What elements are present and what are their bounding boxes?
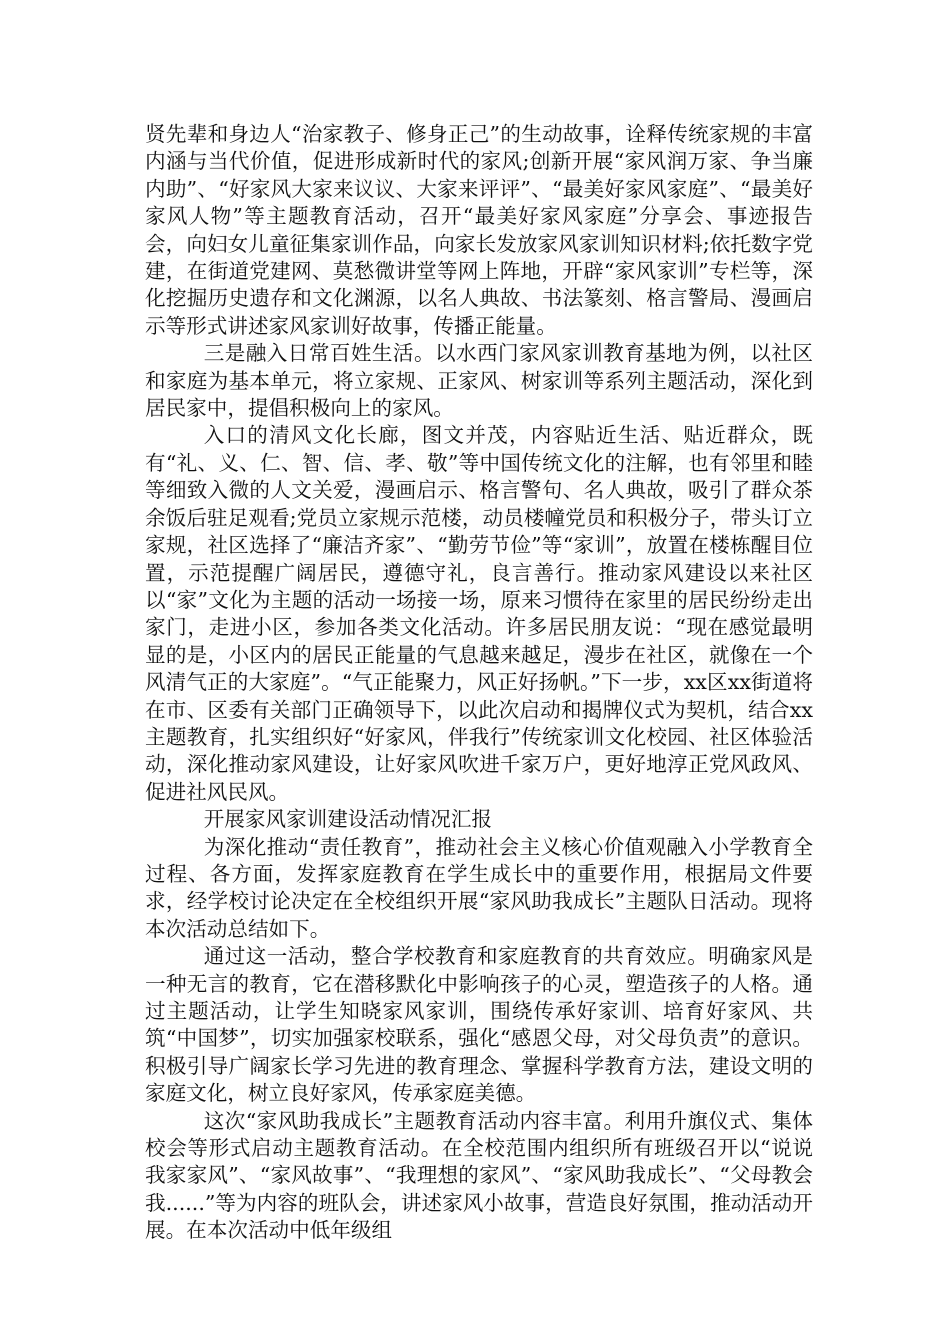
paragraph-culture-corridor: 入口的清风文化长廊，图文并茂，内容贴近生活、贴近群众，既有“礼、义、仁、智、信、孝、敬”等中国传统文化的注解，也有邻里和睦等细致入微的人文关爱，漫画启示、格言警句、名人典故，吸引了群众茶余饭后驻足观看;党员立家规示范楼，动员楼幢党员和积极分子，带头订立家规，社区选择了“廉洁齐家”、“勤劳节俭”等“家训”，放置在楼栋醒目位置，示范提醒广阔居民，遵德守礼，良言善行。推动家风建设以来社区以“家”文化为主题的活动一场接一场，原来习惯待在家里的居民纷纷走出家门，走进小区，参加各类文化活动。许多居民朋友说：“现在感觉最明显的是，小区内的居民正能量的气息越来越足，漫步在社区，就像在一个风清气正的大家庭”。“气正能聚力，风正好扬帆。”下一步，xx区xx街道将在市、区委有关部门正确领导下，以此次启动和揭牌仪式为契机，结合xx主题教育，扎实组织好“好家风，伴我行”传统家训文化校园、社区体验活动，深化推动家风建设，让好家风吹进千家万户，更好地淳正党风政风、促进社风民风。 [145, 423, 813, 804]
document-body [145, 121, 813, 1245]
paragraph-continuation: 贤先辈和身边人“治家教子、修身正己”的生动故事，诠释传统家规的丰富内涵与当代价值，促进形成新时代的家风;创新开展“家风润万家、争当廉内助”、“好家风大家来议议、大家来评评”、“最美好家风家庭”、“最美好家风人物”等主题教育活动，召开“最美好家风家庭”分享会、事迹报告会，向妇女儿童征集家训作品，向家长发放家风家训知识材料;依托数字党建，在街道党建网、莫愁微讲堂等网上阵地，开辟“家风家训”专栏等，深化挖掘历史遗存和文化渊源，以名人典故、书法篆刻、格言警局、漫画启示等形式讲述家风家训好故事，传播正能量。 [145, 122, 813, 338]
section-heading: 开展家风家训建设活动情况汇报 [203, 807, 493, 832]
paragraph-activities: 这次“家风助我成长”主题教育活动内容丰富。利用升旗仪式、集体校会等形式启动主题教育活动。在全校范围内组织所有班级召开以“说说我家家风”、“家风故事”、“我理想的家风”、“家风助我成长”、“父母教会我......”等为内容的班队会，讲述家风小故事，营造良好氛围，推动活动开展。在本次活动中低年级组 [145, 1108, 813, 1243]
paragraph-daily-life: 三是融入日常百姓生活。以水西门家风家训教育基地为例，以社区和家庭为基本单元，将立家规、正家风、树家训等系列主题活动，深化到居民家中，提倡积极向上的家风。 [145, 341, 813, 421]
paragraph-intro: 为深化推动“责任教育”，推动社会主义核心价值观融入小学教育全过程、各方面，发挥家庭教育在学生成长中的重要作用，根据局文件要求，经学校讨论决定在全校组织开展“家风助我成长”主题队日活动。现将本次活动总结如下。 [145, 834, 813, 941]
paragraph-co-education: 通过这一活动，整合学校教育和家庭教育的共育效应。明确家风是一种无言的教育，它在潜移默化中影响孩子的心灵，塑造孩子的人格。通过主题活动，让学生知晓家风家训，围绕传承好家训、培育好家风、共筑“中国梦”，切实加强家校联系，强化“感恩父母，对父母负责”的意识。积极引导广阔家长学习先进的教育理念、掌握科学教育方法，建设文明的家庭文化，树立良好家风，传承家庭美德。 [145, 944, 813, 1106]
